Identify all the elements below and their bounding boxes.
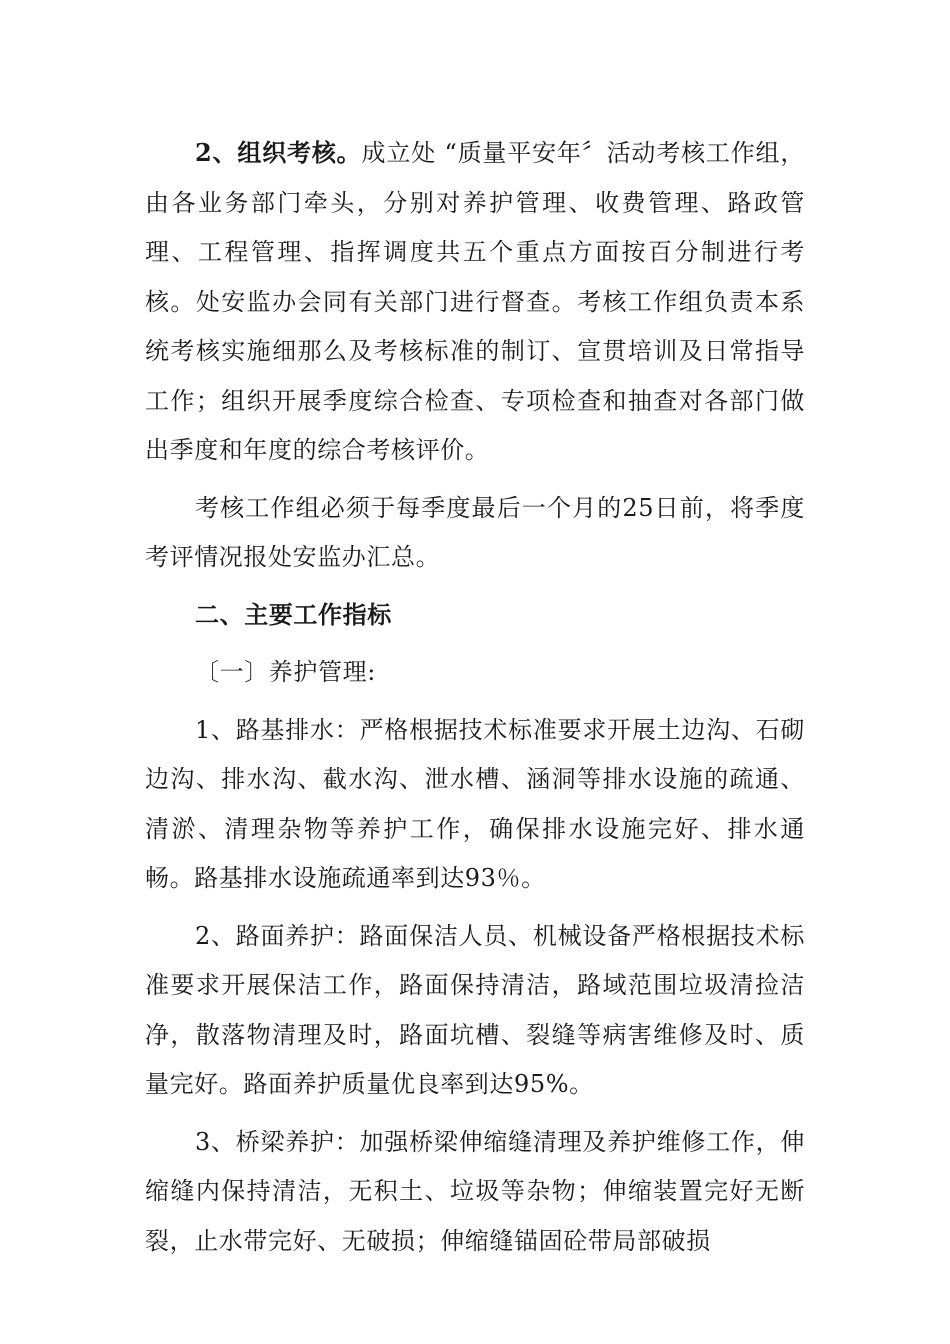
list-item-pavement-maintenance: 2、路面养护：路面保洁人员、机械设备严格根据技术标准要求开展保洁工作，路面保持清洁，路域范围垃圾清捡洁净，散落物清理及时，路面坑槽、裂缝等病害维修及时、质量完好。路面养护质量优良率到达95%。 xyxy=(145,921,805,1098)
paragraph-deadline: 考核工作组必须于每季度最后一个月的25日前，将季度考评情况报处安监办汇总。 xyxy=(145,493,805,571)
list-item-bridge-maintenance: 3、桥梁养护：加强桥梁伸缩缝清理及养护维修工作，伸缩缝内保持清洁，无积土、垃圾等杂物；伸缩装置完好无断裂，止水带完好、无破损；伸缩缝锚固砼带局部破损 xyxy=(145,1127,805,1255)
document-body xyxy=(145,128,805,1266)
paragraph-organize-assessment xyxy=(145,128,805,476)
list-item-roadbed-drainage: 1、路基排水：严格根据技术标准要求开展土边沟、石砌边沟、排水沟、截水沟、泄水槽、涵洞等排水设施的疏通、清淤、清理杂物等养护工作，确保排水设施完好、排水通畅。路基排水设施疏通率到达93％。 xyxy=(145,715,805,892)
section-heading: 二、主要工作指标 xyxy=(195,600,392,629)
paragraph-text: 成立处 “质量平安年〞活动考核工作组，由各业务部门牵头，分别对养护管理、收费管理、路政管理、工程管理、指挥调度共五个重点方面按百分制进行考核。处安监办会同有关部门进行督查。考核工作组负责本系统考核实施细那么及考核标准的制订、宣贯培训及日常指导工作；组织开展季度综合检查、专项检查和抽查对各部门做出季度和年度的综合考核评价。 xyxy=(145,139,805,464)
subsection-heading: 〔一〕养护管理: xyxy=(195,658,376,686)
paragraph-lead: 2、组织考核。 xyxy=(195,138,362,167)
